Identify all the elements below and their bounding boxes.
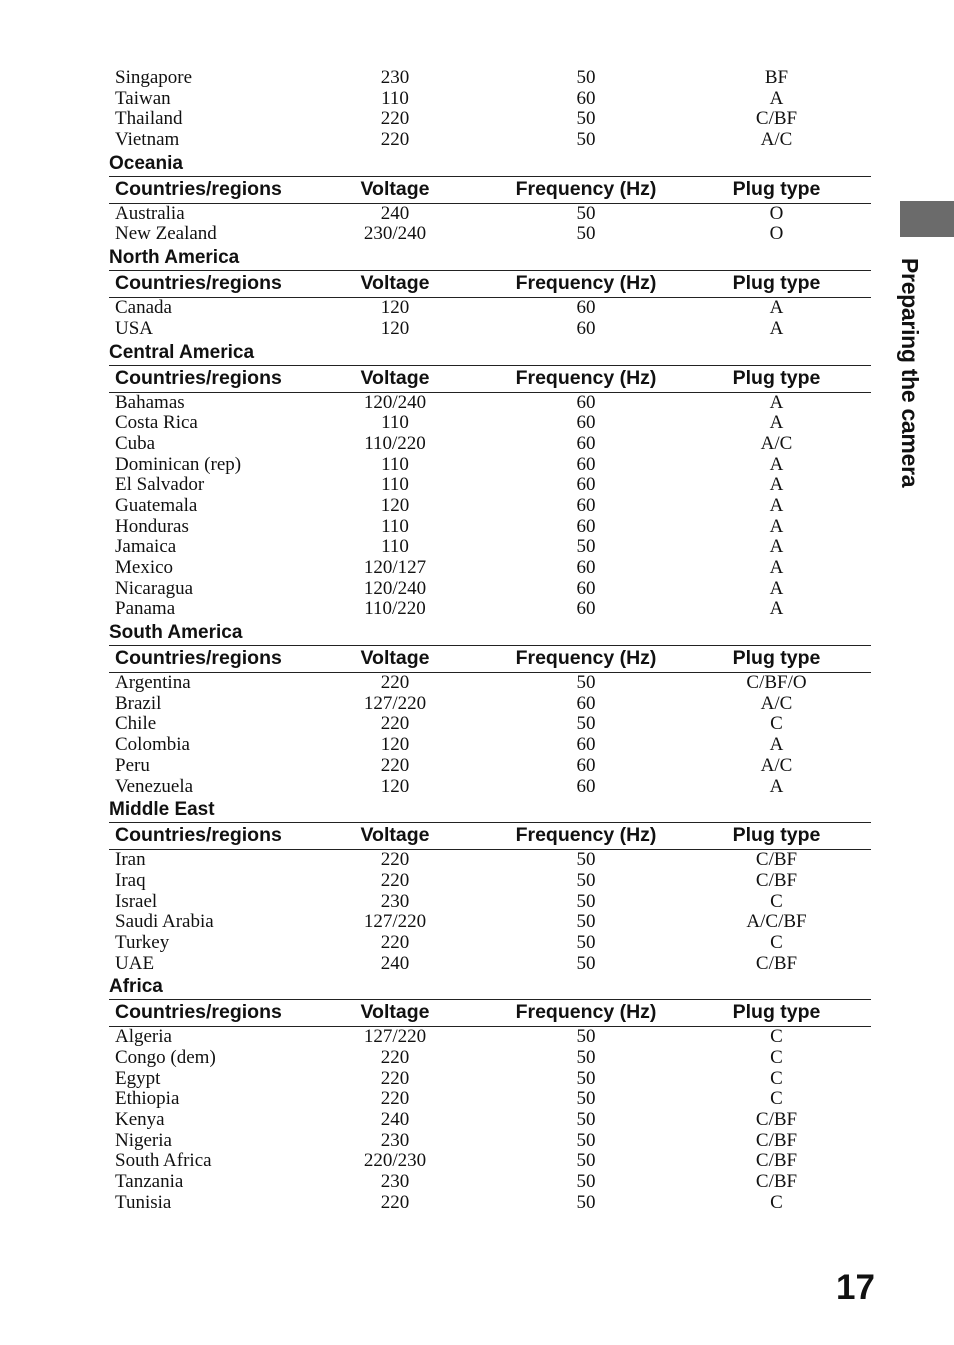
voltage-cell: 220 [380,108,410,130]
frequency-cell: 60 [576,317,596,339]
voltage-cell: 220 [380,1047,410,1068]
country-cell: Tanzania [115,1171,184,1193]
frequency-cell: 60 [576,453,596,475]
plug-type-cell: C [770,890,783,912]
table-row [109,850,871,871]
voltage-cell: 110 [381,474,409,496]
plug-type-cell: A [769,297,784,319]
country-cell: Tunisia [115,1191,172,1213]
table-row [109,954,871,975]
column-header-country: Countries/regions [115,1001,282,1024]
table-row [109,393,871,414]
voltage-cell: 120/127 [363,557,427,578]
table-row [109,204,871,225]
region-section [109,621,871,797]
region-section [109,152,871,245]
country-cell: Honduras [115,515,189,537]
voltage-cell: 230 [380,67,410,88]
frequency-cell: 50 [576,713,596,735]
plug-type-cell: C/BF [755,108,798,130]
country-cell: Panama [115,598,176,620]
plug-type-cell: C/BF [755,1150,798,1172]
column-header-frequency: Frequency (Hz) [515,177,657,200]
table-header [109,999,871,1027]
region-heading: Central America [109,341,255,363]
voltage-cell: 220 [380,129,410,151]
frequency-cell: 50 [576,1026,596,1048]
plug-type-cell: C/BF [755,1129,798,1151]
voltage-cell: 120 [380,297,410,319]
side-tab-text: Preparing the camera [897,258,923,488]
country-cell: Venezuela [115,775,194,797]
country-cell: Nigeria [115,1129,172,1151]
frequency-cell: 60 [576,557,596,578]
voltage-cell: 120 [380,317,410,339]
voltage-cell: 220 [380,869,410,891]
frequency-cell: 50 [576,1088,596,1110]
column-header-voltage: Voltage [360,1001,430,1024]
plug-type-cell: A [769,317,784,339]
voltage-cell: 220 [380,1067,410,1089]
column-header-voltage: Voltage [360,366,430,389]
frequency-cell: 60 [576,515,596,537]
country-cell: Mexico [115,557,174,578]
frequency-cell: 50 [576,931,596,953]
table-row [109,475,871,496]
country-cell: Taiwan [115,87,171,109]
plug-type-cell: C/BF [755,869,798,891]
country-cell: Iraq [115,869,146,891]
plug-type-cell: A/C [760,754,793,776]
column-header-plug-type: Plug type [732,177,821,200]
table-body [109,393,871,621]
voltage-cell: 230 [380,890,410,912]
table-header [109,645,871,673]
table-row [109,933,871,954]
plug-type-cell: A [769,87,784,109]
country-cell: Turkey [115,931,170,953]
plug-type-cell: A/C [760,432,793,454]
table-row [109,892,871,913]
voltage-cell: 120 [380,494,410,516]
column-header-voltage: Voltage [360,177,430,200]
continued-rows [109,68,871,151]
region-sections [109,152,871,1214]
table-body [109,1027,871,1213]
frequency-cell: 60 [576,494,596,516]
column-header-country: Countries/regions [115,366,282,389]
frequency-cell: 60 [576,734,596,756]
column-header-country: Countries/regions [115,272,282,295]
voltage-cell: 120 [380,775,410,797]
voltage-cell: 120/240 [363,577,427,599]
table-row [109,579,871,600]
country-cell: Guatemala [115,494,198,516]
country-cell: Egypt [115,1067,161,1089]
frequency-cell: 60 [576,412,596,434]
table-row [109,413,871,434]
plug-type-cell: C [770,1088,783,1110]
voltage-cell: 220 [380,1088,410,1110]
country-cell: USA [115,317,154,339]
plug-type-cell: A [769,453,784,475]
table-row [109,714,871,735]
frequency-cell: 50 [576,952,596,974]
voltage-cell: 120 [380,734,410,756]
column-header-country: Countries/regions [115,177,282,200]
plug-type-cell: A/C [760,129,793,151]
table-body [109,850,871,974]
column-header-plug-type: Plug type [732,1001,821,1024]
voltage-cell: 127/220 [363,911,427,933]
table-row [109,224,871,245]
region-heading: Africa [109,976,163,998]
table-row [109,89,871,110]
table-row [109,1131,871,1152]
voltage-cell: 220/230 [363,1150,427,1172]
table-row [109,517,871,538]
country-cell: South Africa [115,1150,212,1172]
voltage-cell: 110 [381,453,409,475]
frequency-cell: 50 [576,1067,596,1089]
table-body [109,673,871,797]
plug-type-cell: C [770,1067,783,1089]
plug-type-cell: A [769,536,784,558]
table-row [109,1027,871,1048]
voltage-cell: 120/240 [363,391,427,413]
voltage-cell: 127/220 [363,692,427,714]
plug-type-cell: O [769,202,784,224]
frequency-cell: 60 [576,474,596,496]
voltage-cell: 110 [381,87,409,109]
frequency-cell: 50 [576,890,596,912]
frequency-cell: 60 [576,87,596,109]
frequency-cell: 60 [576,598,596,620]
frequency-cell: 50 [576,536,596,558]
voltage-cell: 220 [380,754,410,776]
frequency-cell: 50 [576,1047,596,1068]
voltage-cell: 240 [380,202,410,224]
voltage-cell: 110 [381,515,409,537]
table-body [109,204,871,245]
country-cell: Canada [115,297,172,319]
plug-type-cell: A [769,412,784,434]
table-row [109,694,871,715]
table-row [109,599,871,620]
plug-type-cell: C [770,1191,783,1213]
side-tab-label [895,258,925,518]
plug-type-cell: A [769,734,784,756]
table-header [109,365,871,393]
table-row [109,434,871,455]
plug-type-cell: O [769,223,784,245]
country-cell: Jamaica [115,536,177,558]
frequency-cell: 60 [576,754,596,776]
table-row [109,1069,871,1090]
country-cell: Nicaragua [115,577,194,599]
voltage-cell: 110 [381,412,409,434]
table-row [109,1089,871,1110]
column-header-frequency: Frequency (Hz) [515,272,657,295]
voltage-cell: 240 [380,952,410,974]
plug-type-cell: A [769,598,784,620]
plug-type-cell: C/BF [755,849,798,871]
table-header [109,822,871,850]
power-table-page [109,68,871,1214]
frequency-cell: 50 [576,1109,596,1131]
column-header-voltage: Voltage [360,824,430,847]
frequency-cell: 50 [576,223,596,245]
column-header-voltage: Voltage [360,272,430,295]
country-cell: El Salvador [115,474,205,496]
plug-type-cell: C/BF [755,952,798,974]
frequency-cell: 60 [576,775,596,797]
plug-type-cell: BF [764,67,789,88]
frequency-cell: 50 [576,1191,596,1213]
frequency-cell: 50 [576,129,596,151]
frequency-cell: 50 [576,849,596,871]
column-header-frequency: Frequency (Hz) [515,366,657,389]
column-header-plug-type: Plug type [732,272,821,295]
country-cell: Dominican (rep) [115,453,242,475]
region-section [109,975,871,1213]
table-row [109,496,871,517]
table-row [109,298,871,319]
table-row [109,558,871,579]
country-cell: Singapore [115,67,193,88]
plug-type-cell: C [770,713,783,735]
frequency-cell: 50 [576,869,596,891]
page-number: 17 [836,1268,875,1307]
plug-type-cell: A [769,494,784,516]
table-row [109,1193,871,1214]
country-cell: Congo (dem) [115,1047,216,1068]
table-row [109,912,871,933]
voltage-cell: 220 [380,849,410,871]
side-tab-marker [900,201,954,237]
frequency-cell: 60 [576,432,596,454]
frequency-cell: 50 [576,202,596,224]
column-header-plug-type: Plug type [732,824,821,847]
voltage-cell: 220 [380,1191,410,1213]
table-row [109,109,871,130]
plug-type-cell: A [769,775,784,797]
plug-type-cell: C/BF/O [746,672,807,694]
country-cell: Chile [115,713,157,735]
region-section [109,341,871,621]
frequency-cell: 50 [576,672,596,694]
region-section [109,246,871,339]
country-cell: Argentina [115,672,191,694]
region-heading: North America [109,247,240,269]
column-header-plug-type: Plug type [732,366,821,389]
table-row [109,537,871,558]
region-heading: South America [109,622,243,644]
country-cell: Cuba [115,432,156,454]
plug-type-cell: C/BF [755,1171,798,1193]
frequency-cell: 50 [576,911,596,933]
frequency-cell: 50 [576,1129,596,1151]
column-header-frequency: Frequency (Hz) [515,824,657,847]
plug-type-cell: C/BF [755,1109,798,1131]
table-row [109,673,871,694]
country-cell: Iran [115,849,146,871]
column-header-frequency: Frequency (Hz) [515,1001,657,1024]
plug-type-cell: C [770,1026,783,1048]
table-row [109,777,871,798]
country-cell: Australia [115,202,185,224]
table-row [109,756,871,777]
country-cell: Ethiopia [115,1088,180,1110]
country-cell: Colombia [115,734,190,756]
country-cell: Brazil [115,692,162,714]
voltage-cell: 220 [380,713,410,735]
voltage-cell: 220 [380,931,410,953]
region-heading: Middle East [109,799,215,821]
plug-type-cell: A/C/BF [746,911,807,933]
voltage-cell: 127/220 [363,1026,427,1048]
voltage-cell: 230/240 [363,223,427,245]
voltage-cell: 220 [380,672,410,694]
table-row [109,1151,871,1172]
country-cell: UAE [115,952,155,974]
table-row [109,455,871,476]
country-cell: Peru [115,754,150,776]
column-header-country: Countries/regions [115,824,282,847]
table-row [109,319,871,340]
country-cell: Costa Rica [115,412,198,434]
column-header-frequency: Frequency (Hz) [515,647,657,670]
table-row [109,130,871,151]
table-row [109,735,871,756]
plug-type-cell: A [769,557,784,578]
plug-type-cell: A [769,515,784,537]
frequency-cell: 60 [576,692,596,714]
column-header-voltage: Voltage [360,647,430,670]
voltage-cell: 110/220 [364,432,426,454]
frequency-cell: 60 [576,391,596,413]
table-row [109,871,871,892]
frequency-cell: 60 [576,577,596,599]
voltage-cell: 110/220 [364,598,426,620]
country-cell: Algeria [115,1026,172,1048]
table-row [109,1110,871,1131]
table-header [109,176,871,204]
table-row [109,1048,871,1069]
frequency-cell: 50 [576,1150,596,1172]
plug-type-cell: A [769,391,784,413]
frequency-cell: 50 [576,67,596,88]
country-cell: Vietnam [115,129,180,151]
country-cell: Bahamas [115,391,185,413]
plug-type-cell: A [769,577,784,599]
country-cell: Thailand [115,108,183,130]
voltage-cell: 230 [380,1171,410,1193]
plug-type-cell: C [770,931,783,953]
frequency-cell: 50 [576,1171,596,1193]
country-cell: Saudi Arabia [115,911,214,933]
voltage-cell: 240 [380,1109,410,1131]
column-header-plug-type: Plug type [732,647,821,670]
table-header [109,270,871,298]
region-heading: Oceania [109,152,183,174]
frequency-cell: 60 [576,297,596,319]
country-cell: Kenya [115,1109,165,1131]
plug-type-cell: C [770,1047,783,1068]
table-body [109,298,871,339]
column-header-country: Countries/regions [115,647,282,670]
country-cell: New Zealand [115,223,217,245]
plug-type-cell: A/C [760,692,793,714]
voltage-cell: 230 [380,1129,410,1151]
table-row [109,1172,871,1193]
table-row [109,68,871,89]
country-cell: Israel [115,890,158,912]
region-section [109,798,871,974]
frequency-cell: 50 [576,108,596,130]
plug-type-cell: A [769,474,784,496]
voltage-cell: 110 [381,536,409,558]
